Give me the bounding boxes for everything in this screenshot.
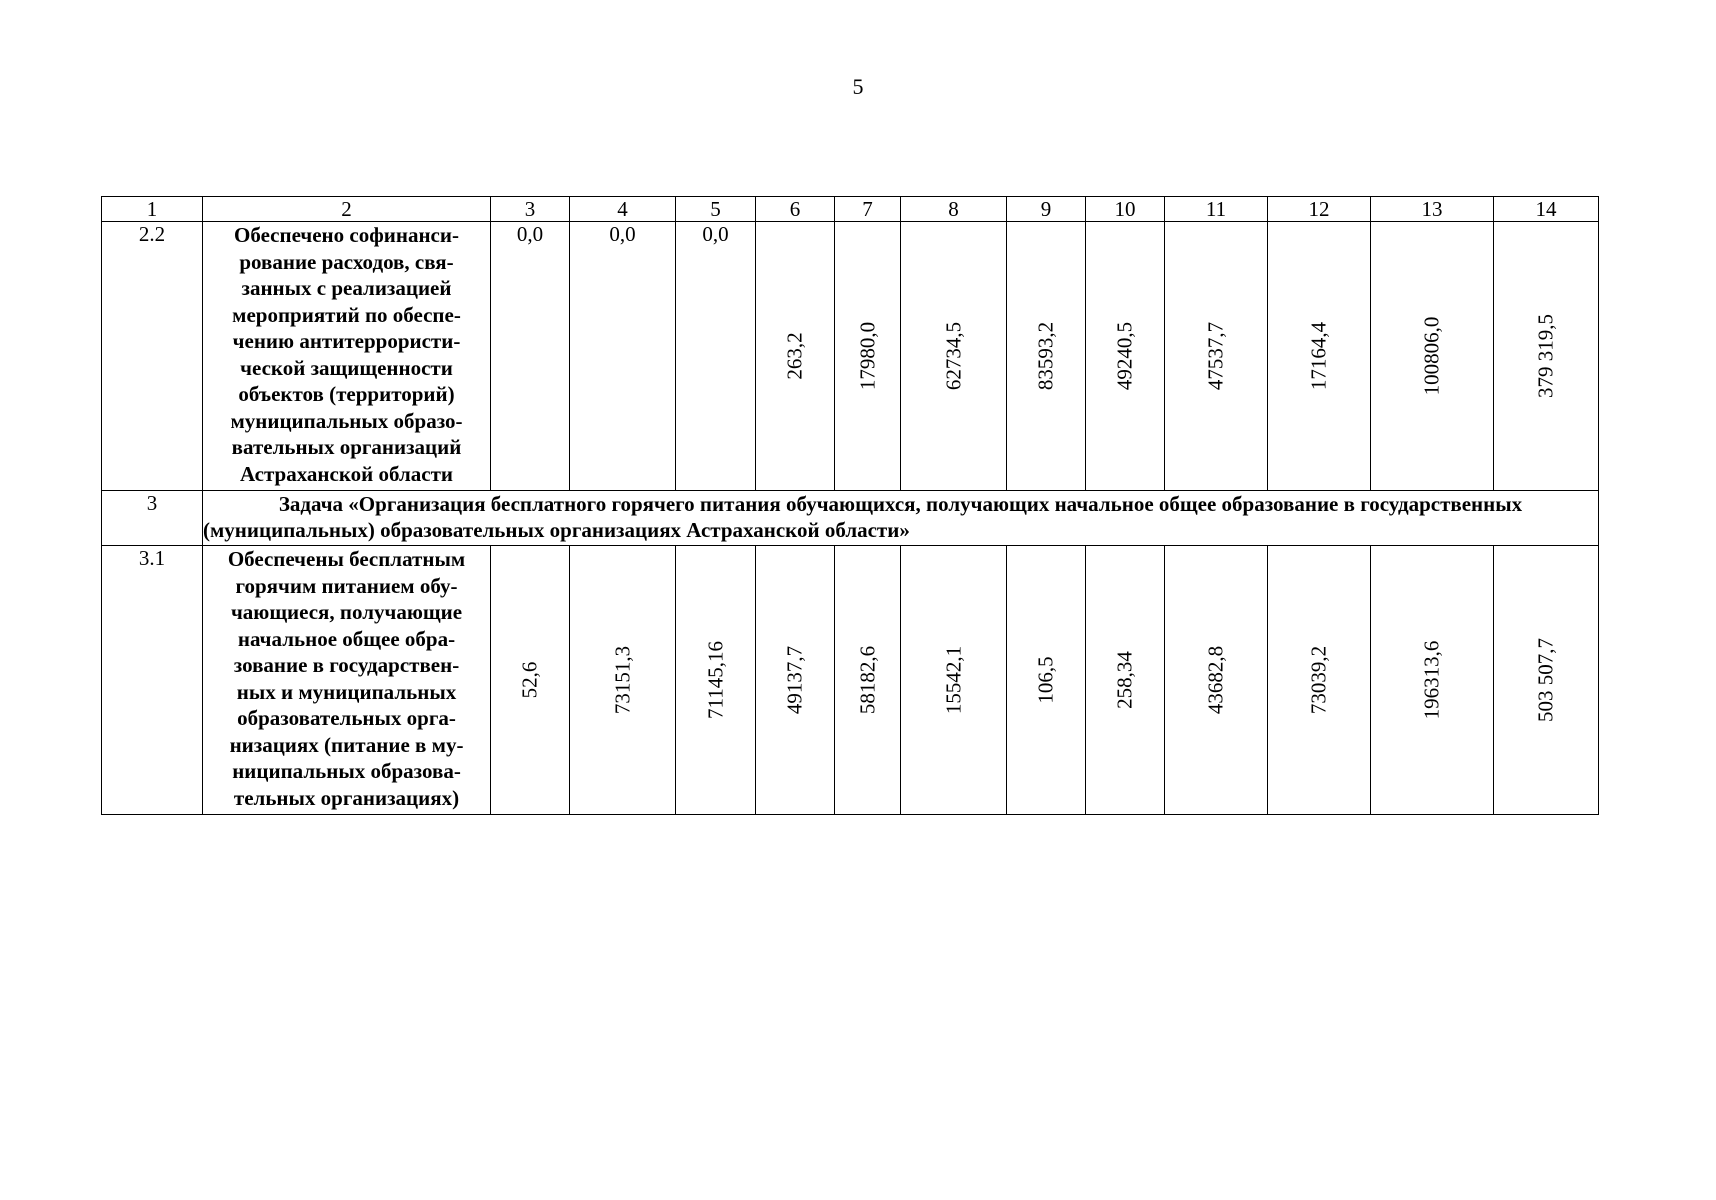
rotated-value: 49137,7	[782, 645, 807, 715]
value-cell: 0,0	[676, 222, 756, 491]
rotated-value: 43682,8	[1203, 645, 1228, 715]
description-line: объектов (территорий)	[238, 382, 455, 406]
page-number: 5	[852, 74, 864, 99]
value-cell	[1371, 222, 1494, 491]
rotated-value: 106,5	[1033, 656, 1058, 704]
value-cell	[1494, 546, 1599, 815]
description-line: вательных организаций	[231, 435, 462, 459]
rotated-value: 52,6	[517, 661, 542, 699]
header-cell: 9	[1007, 197, 1086, 222]
value-cell	[1494, 222, 1599, 491]
description-line: начальное общее обра-	[237, 626, 456, 651]
data-table	[101, 196, 1599, 815]
description-line: ческой защищенности	[240, 355, 453, 380]
value-cell	[835, 546, 901, 815]
description-line: чению антитеррористи-	[232, 329, 461, 353]
header-cell: 11	[1165, 197, 1268, 222]
value-cell	[756, 546, 835, 815]
description-line: тельных организациях)	[233, 785, 460, 810]
rotated-value: 100806,0	[1419, 316, 1444, 396]
rotated-value: 258,34	[1112, 651, 1137, 709]
header-cell: 13	[1371, 197, 1494, 222]
value-cell	[1268, 222, 1371, 491]
value-cell	[1007, 222, 1086, 491]
rotated-value: 503 507,7	[1533, 638, 1558, 722]
header-row	[102, 197, 1599, 222]
description-line: чающиеся, получающие	[230, 600, 463, 624]
header-cell: 7	[835, 197, 901, 222]
value-cell	[1165, 546, 1268, 815]
description-line: Астраханской области	[239, 461, 454, 486]
description-line: зование в государствен-	[233, 653, 460, 677]
value-cell	[1268, 546, 1371, 815]
description-line: Обеспечены бесплатным	[227, 547, 466, 571]
description-line: низациях (питание в му-	[229, 732, 464, 757]
header-cell: 8	[901, 197, 1007, 222]
value-cell	[676, 546, 756, 815]
value-cell: 0,0	[570, 222, 676, 491]
description-line: Обеспечено софинанси-	[234, 223, 459, 247]
rotated-value: 73151,3	[610, 645, 634, 715]
rotated-value: 83593,2	[1033, 321, 1058, 391]
row-number: 3.1	[102, 546, 203, 815]
row-number: 2.2	[102, 222, 203, 491]
row-description	[203, 222, 491, 491]
value-cell	[756, 222, 835, 491]
rotated-value: 62734,5	[941, 321, 965, 391]
rotated-value: 15542,1	[941, 645, 965, 715]
value-cell	[1165, 222, 1268, 491]
header-cell: 2	[203, 197, 491, 222]
rotated-value: 49240,5	[1112, 321, 1137, 391]
value-cell	[1086, 222, 1165, 491]
rotated-value: 263,2	[782, 332, 807, 380]
value-cell: 0,0	[491, 222, 570, 491]
rotated-value: 379 319,5	[1533, 314, 1558, 398]
table-row-3-1	[102, 546, 1599, 815]
description-line: мероприятий по обеспе-	[232, 302, 461, 327]
header-cell: 10	[1086, 197, 1165, 222]
value-cell	[901, 222, 1007, 491]
rotated-value: 17980,0	[855, 321, 879, 391]
header-cell: 3	[491, 197, 570, 222]
value-cell	[1086, 546, 1165, 815]
value-cell	[835, 222, 901, 491]
rotated-value: 47537,7	[1203, 321, 1228, 391]
description-line: образовательных орга-	[237, 706, 456, 730]
table-row-2-2	[102, 222, 1599, 491]
value-cell	[570, 546, 676, 815]
row-description	[203, 546, 491, 815]
rotated-value: 17164,4	[1306, 321, 1331, 391]
description-line: ниципальных образова-	[232, 759, 461, 783]
task-description: Задача «Организация бесплатного горячего питания обучающихся, получающих начальное общее образование в государственных (муниципальных) образовательных организациях Астраханской области»	[203, 491, 1599, 546]
rotated-value: 73039,2	[1306, 645, 1331, 715]
header-cell: 5	[676, 197, 756, 222]
row-number: 3	[102, 491, 203, 546]
table-row-3	[102, 491, 1599, 546]
description-line: горячим питанием обу-	[235, 573, 458, 598]
description-line: занных с реализацией	[241, 276, 452, 300]
header-cell: 6	[756, 197, 835, 222]
description-line: рование расходов, свя-	[239, 249, 454, 274]
value-cell	[491, 546, 570, 815]
rotated-value: 196313,6	[1419, 640, 1444, 720]
description-line: муниципальных образо-	[230, 408, 463, 433]
header-cell: 1	[102, 197, 203, 222]
header-cell: 4	[570, 197, 676, 222]
header-cell: 12	[1268, 197, 1371, 222]
value-cell	[1371, 546, 1494, 815]
rotated-value: 71145,16	[703, 641, 727, 719]
value-cell	[901, 546, 1007, 815]
header-cell: 14	[1494, 197, 1599, 222]
rotated-value: 58182,6	[855, 645, 879, 715]
value-cell	[1007, 546, 1086, 815]
description-line: ных и муниципальных	[236, 679, 457, 704]
